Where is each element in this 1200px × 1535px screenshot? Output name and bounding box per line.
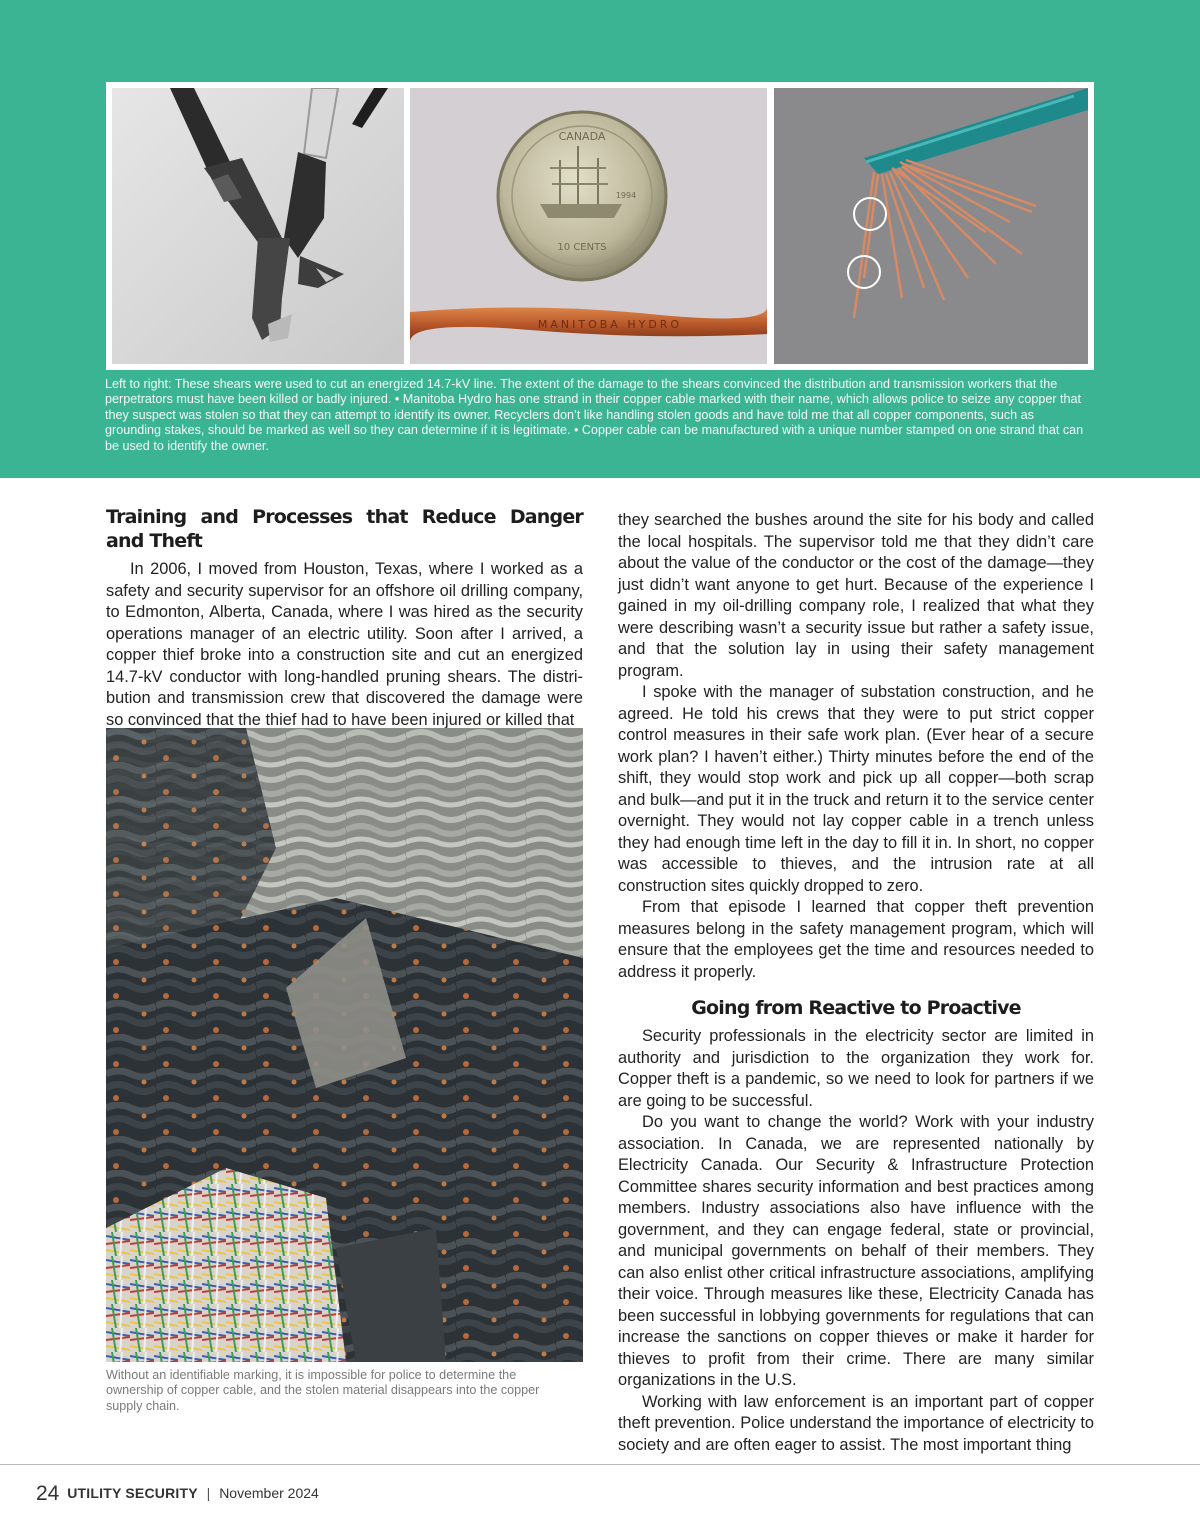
damaged-shears-photo xyxy=(112,88,404,364)
paragraph: Security professionals in the electricity sector are limited in authority and jurisdiction to the organization they work for. Copper theft is a pandemic, so we need to look for partners if we are going to be successful. xyxy=(618,1027,1094,1110)
bottom-photo-caption: Without an identifiable marking, it is impossible for police to determine the ownership of copper cable, and the stolen material disappears into the copper supply chain. xyxy=(106,1368,540,1413)
publication-name: UTILITY SECURITY xyxy=(67,1485,198,1501)
paragraph: Working with law enforcement is an important part of copper theft prevention. Police understand the importance of electricity to society and are often eager to assist. The most important thing xyxy=(618,1392,1094,1454)
scrap-cable-photo xyxy=(106,728,583,1362)
page-footer xyxy=(36,1482,319,1506)
paragraph: they searched the bushes around the site for his body and called the local hospitals. The supervisor told me that they didn’t care about the value of the conductor or the cost of the damage—they just didn’t want anyone to get hurt. Because of the experience I gained in my oil-drilling company role, I realized that what they were describing wasn’t a security issue but rather a safety issue, and that the solution lay in using their safety management program. xyxy=(618,511,1094,680)
section-heading-training: Training and Processes that Reduce Danger and Theft xyxy=(106,506,583,552)
coin-year-text: 1994 xyxy=(615,191,637,200)
wire-marking-text: MANITOBA HYDRO xyxy=(537,318,683,331)
left-column xyxy=(106,505,583,731)
issue-date: November 2024 xyxy=(219,1485,319,1501)
paragraph: From that episode I learned that copper theft prevention measures belong in the safety management program, which will ensure that the employees get the time and resources needed to address it properly. xyxy=(618,898,1094,981)
section-heading-proactive: Going from Reactive to Proactive xyxy=(691,997,1021,1019)
coin-bottom-text: 10 CENTS xyxy=(557,242,607,253)
page-number: 24 xyxy=(36,1482,60,1505)
top-photo-caption: Left to right: These shears were used to cut an energized 14.7-kV line. The extent of the damage to the shears convinced the distribution and transmission workers that the perpetrators must have been killed or badly injured. • Manitoba Hydro has one strand in their copper cable marked with their name, which allows police to seize any copper that they suspect was stolen so that they can attempt to identify its owner. Recyclers don’t like handling stolen goods and have told me that all copper components, such as grounding stakes, should be marked as well so they can determine if it is legitimate. • Copper cable can be manufactured with a unique number stamped on one strand that can be used to identify the owner. xyxy=(105,377,1084,453)
stamped-cable-photo xyxy=(774,88,1088,364)
right-column xyxy=(618,510,1094,1456)
photo-strip xyxy=(106,82,1094,370)
paragraph: In 2006, I moved from Houston, Texas, where I worked as a safety and security supervisor for an offshore oil drilling company, to Edmonton, Alberta, Canada, where I was hired as the security operations manager of an electric utility. Soon after I arrived, a copper thief broke into a construction site and cut an energized 14.7-kV conductor with long-handled pruning shears. The distri-bution and transmission crew that discovered the damage were so convinced that the thief had to have been injured or killed that xyxy=(106,560,583,729)
footer-divider xyxy=(0,1464,1200,1465)
coin-and-marked-wire-photo xyxy=(410,88,767,364)
footer-separator: | xyxy=(206,1485,211,1501)
paragraph: Do you want to change the world? Work with your industry association. In Canada, we are represented nationally by Electricity Canada. Our Security & Infrastructure Protection Committee shares security information and best practices among members. Industry associations also have influence with the government, and they can engage federal, state or provincial, and municipal governments on behalf of their members. They can also enlist other critical infrastructure associations, amplifying their voice. Through measures like these, Electricity Canada has been successful in lobbying governments for regulations that can increase the sanctions on copper thieves or make it harder for thieves to profit from their crime. There are many similar organizations in the U.S. xyxy=(618,1113,1094,1389)
coin-top-text: CANADA xyxy=(558,130,606,143)
photo-banner xyxy=(0,0,1200,478)
paragraph: I spoke with the manager of substation construction, and he agreed. He told his crews that they were to put strict copper control measures in their safe work plan. (Ever hear of a secure work plan? I haven’t either.) Thirty minutes before the end of the shift, they would stop work and pick up all copper—both scrap and bulk—and put it in the truck and return it to the service center overnight. They would not lay copper cable in a trench unless they had enough time left in the day to fill it in. In short, no copper was accessible to thieves, and the intrusion rate at all construction sites quickly dropped to zero. xyxy=(618,683,1094,895)
